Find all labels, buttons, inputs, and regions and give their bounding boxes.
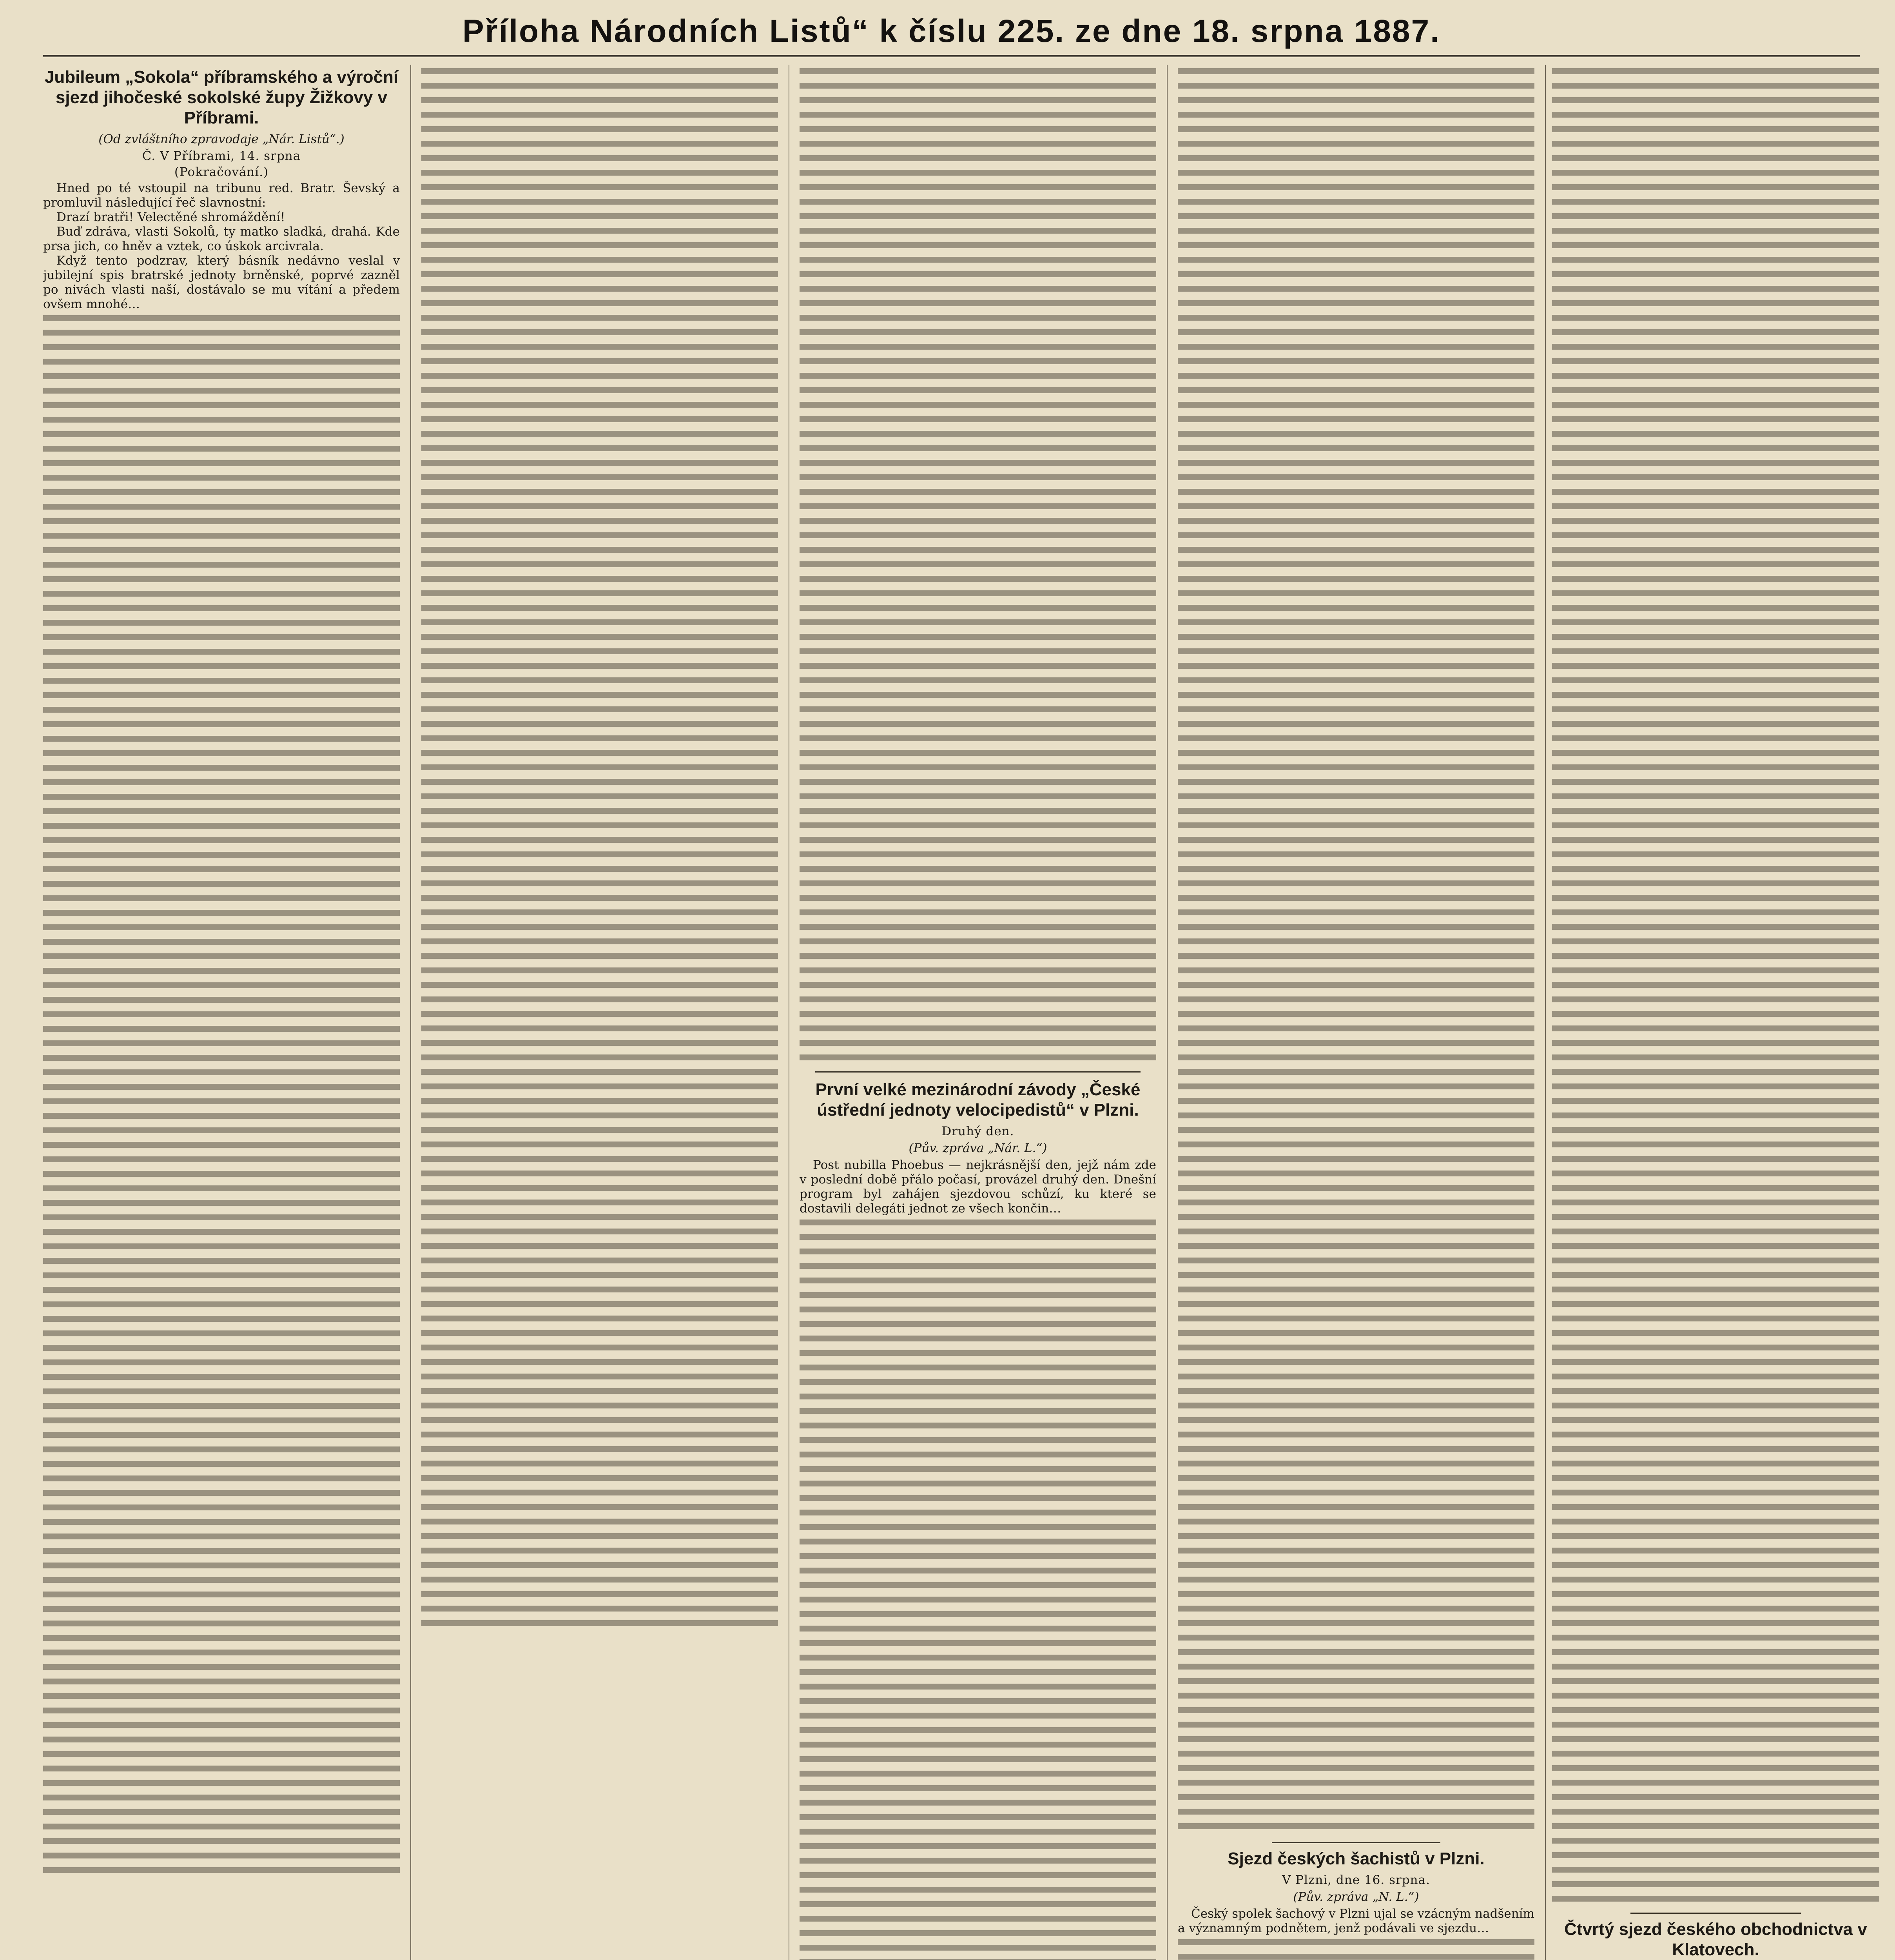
sach-paragraph: Český spolek šachový v Plzni ujal se vzácným nadšením a významným podnětem, jenž podávali ve sjezdu… — [1178, 1907, 1534, 1935]
column-3 — [800, 65, 1156, 1960]
sokol-paragraph: Drazí bratři! Velectěné shromáždění! — [56, 210, 285, 224]
velo-body-text-continued — [1178, 65, 1534, 1837]
sokol-headline: Jubileum „Sokola“ příbramského a výroční sjezd jihočeské sokolské župy Žižkovy v Příbrami. — [44, 67, 399, 127]
column-5 — [1552, 65, 1879, 1960]
sokol-paragraph: Buď zdráva, vlasti Sokolů, ty matko sladká, drahá. Kde prsa jich, co hněv a vztek, co úskok arcivrala. — [43, 225, 400, 253]
column-rule — [1167, 65, 1168, 1960]
sokol-source: (Od zvláštního zpravodaje „Nár. Listů“.) — [98, 132, 345, 146]
article-separator — [1272, 1842, 1440, 1843]
sach-body-text-continued — [1552, 65, 1879, 1907]
obchod-headline: Čtvrtý sjezd českého obchodnictva v Klatovech. — [1564, 1920, 1867, 1959]
velo-headline: První velké mezinárodní závody „České ústřední jednoty velocipedistů“ v Plzni. — [815, 1080, 1141, 1120]
sokol-body-text-continued — [421, 65, 778, 1633]
column-4 — [1178, 65, 1534, 1960]
column-2 — [421, 65, 778, 1960]
sach-body-text — [1178, 1936, 1534, 1960]
sokol-paragraph: Když tento podzrav, který básník nedávno veslal v jubilejní spis bratrské jednoty brněnské, poprvé zazněl po nivách vlasti naší, dostávalo se mu vítání a předem ovšem mnohé… — [43, 254, 400, 311]
velo-source: (Pův. zpráva „Nár. L.“) — [909, 1141, 1047, 1155]
sokol-dateline: Č. V Příbrami, 14. srpna — [142, 149, 301, 163]
sokol-paragraph: Hned po té vstoupil na tribunu red. Bratr. Ševský a promluvil následující řeč slavnostní: — [43, 181, 400, 210]
sokol-continued: (Pokračování.) — [174, 165, 269, 179]
article-separator — [815, 1071, 1141, 1073]
velo-paragraph: Post nubilla Phoebus — nejkrásnější den, jejž nám zde v poslední době přálo počasí, provázel druhý den. Dnešní program byl zahájen sjezdovou schůzí, ku které se dostavili delegáti jednot ze všech končin… — [800, 1158, 1156, 1216]
column-rule — [410, 65, 411, 1960]
sokol-body-text-continued — [800, 65, 1156, 1064]
masthead-title: Příloha Národních Listů“ k číslu 225. ze dne 18. srpna 1887. — [462, 13, 1441, 49]
velo-subheading: Druhý den. — [941, 1124, 1014, 1138]
sach-dateline: V Plzni, dne 16. srpna. — [1282, 1873, 1430, 1887]
article-separator — [1630, 1913, 1801, 1914]
masthead — [43, 8, 1860, 57]
sokol-body-text — [43, 312, 400, 1880]
column-rule — [1545, 65, 1546, 1960]
velo-body-text — [800, 1216, 1156, 1960]
column-1 — [43, 65, 400, 1960]
sach-headline: Sjezd českých šachistů v Plzni. — [1228, 1849, 1485, 1868]
sach-source: (Pův. zpráva „N. L.“) — [1293, 1890, 1419, 1904]
